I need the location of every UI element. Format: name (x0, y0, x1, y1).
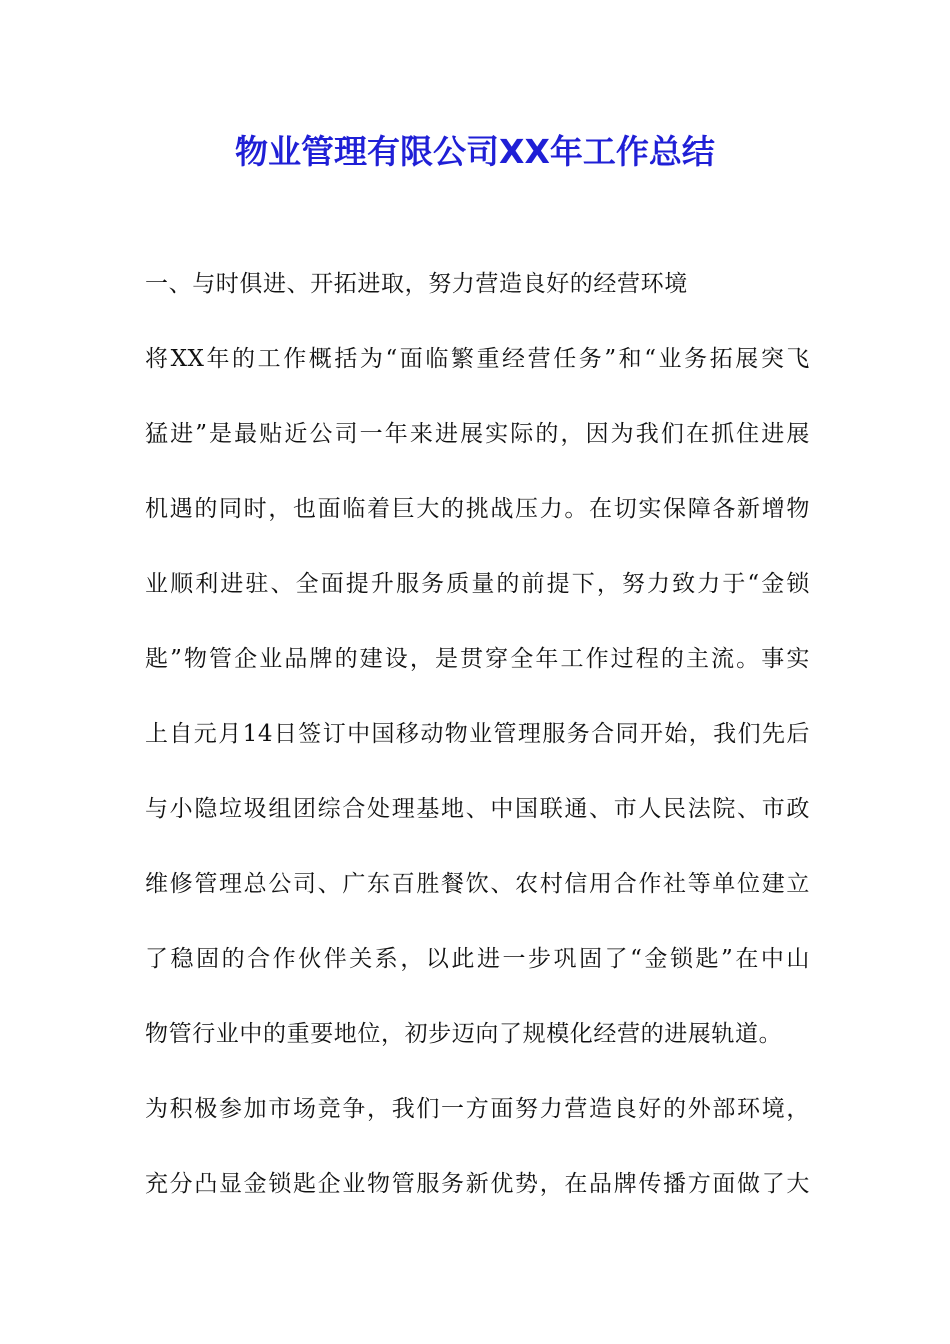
paragraph-line: 业顺利进驻、全面提升服务质量的前提下，努力致力于“金锁 (145, 571, 810, 597)
paragraph-line: 与小隐垃圾组团综合处理基地、中国联通、市人民法院、市政 (145, 796, 810, 822)
paragraph-line: 将XX年的工作概括为“面临繁重经营任务”和“业务拓展突飞 (145, 346, 810, 372)
paragraph-line: 充分凸显金锁匙企业物管服务新优势，在品牌传播方面做了大 (145, 1171, 810, 1197)
paragraph-line: 机遇的同时，也面临着巨大的挑战压力。在切实保障各新增物 (145, 496, 810, 522)
paragraph-line: 了稳固的合作伙伴关系，以此进一步巩固了“金锁匙”在中山 (145, 946, 810, 972)
paragraph-line: 上自元月14日签订中国移动物业管理服务合同开始，我们先后 (145, 721, 810, 747)
paragraph-line: 维修管理总公司、广东百胜餐饮、农村信用合作社等单位建立 (145, 871, 810, 897)
document-title: 物业管理有限公司XX年工作总结 (235, 132, 715, 171)
paragraph-line: 物管行业中的重要地位，初步迈向了规模化经营的进展轨道。 (145, 1021, 783, 1047)
paragraph-line: 为积极参加市场竞争，我们一方面努力营造良好的外部环境， (145, 1096, 810, 1122)
paragraph-line: 猛进”是最贴近公司一年来进展实际的，因为我们在抓住进展 (145, 421, 810, 447)
paragraph-line: 匙”物管企业品牌的建设，是贯穿全年工作过程的主流。事实 (145, 646, 810, 672)
section-heading: 一、与时俱进、开拓进取，努力营造良好的经营环境 (145, 271, 688, 297)
